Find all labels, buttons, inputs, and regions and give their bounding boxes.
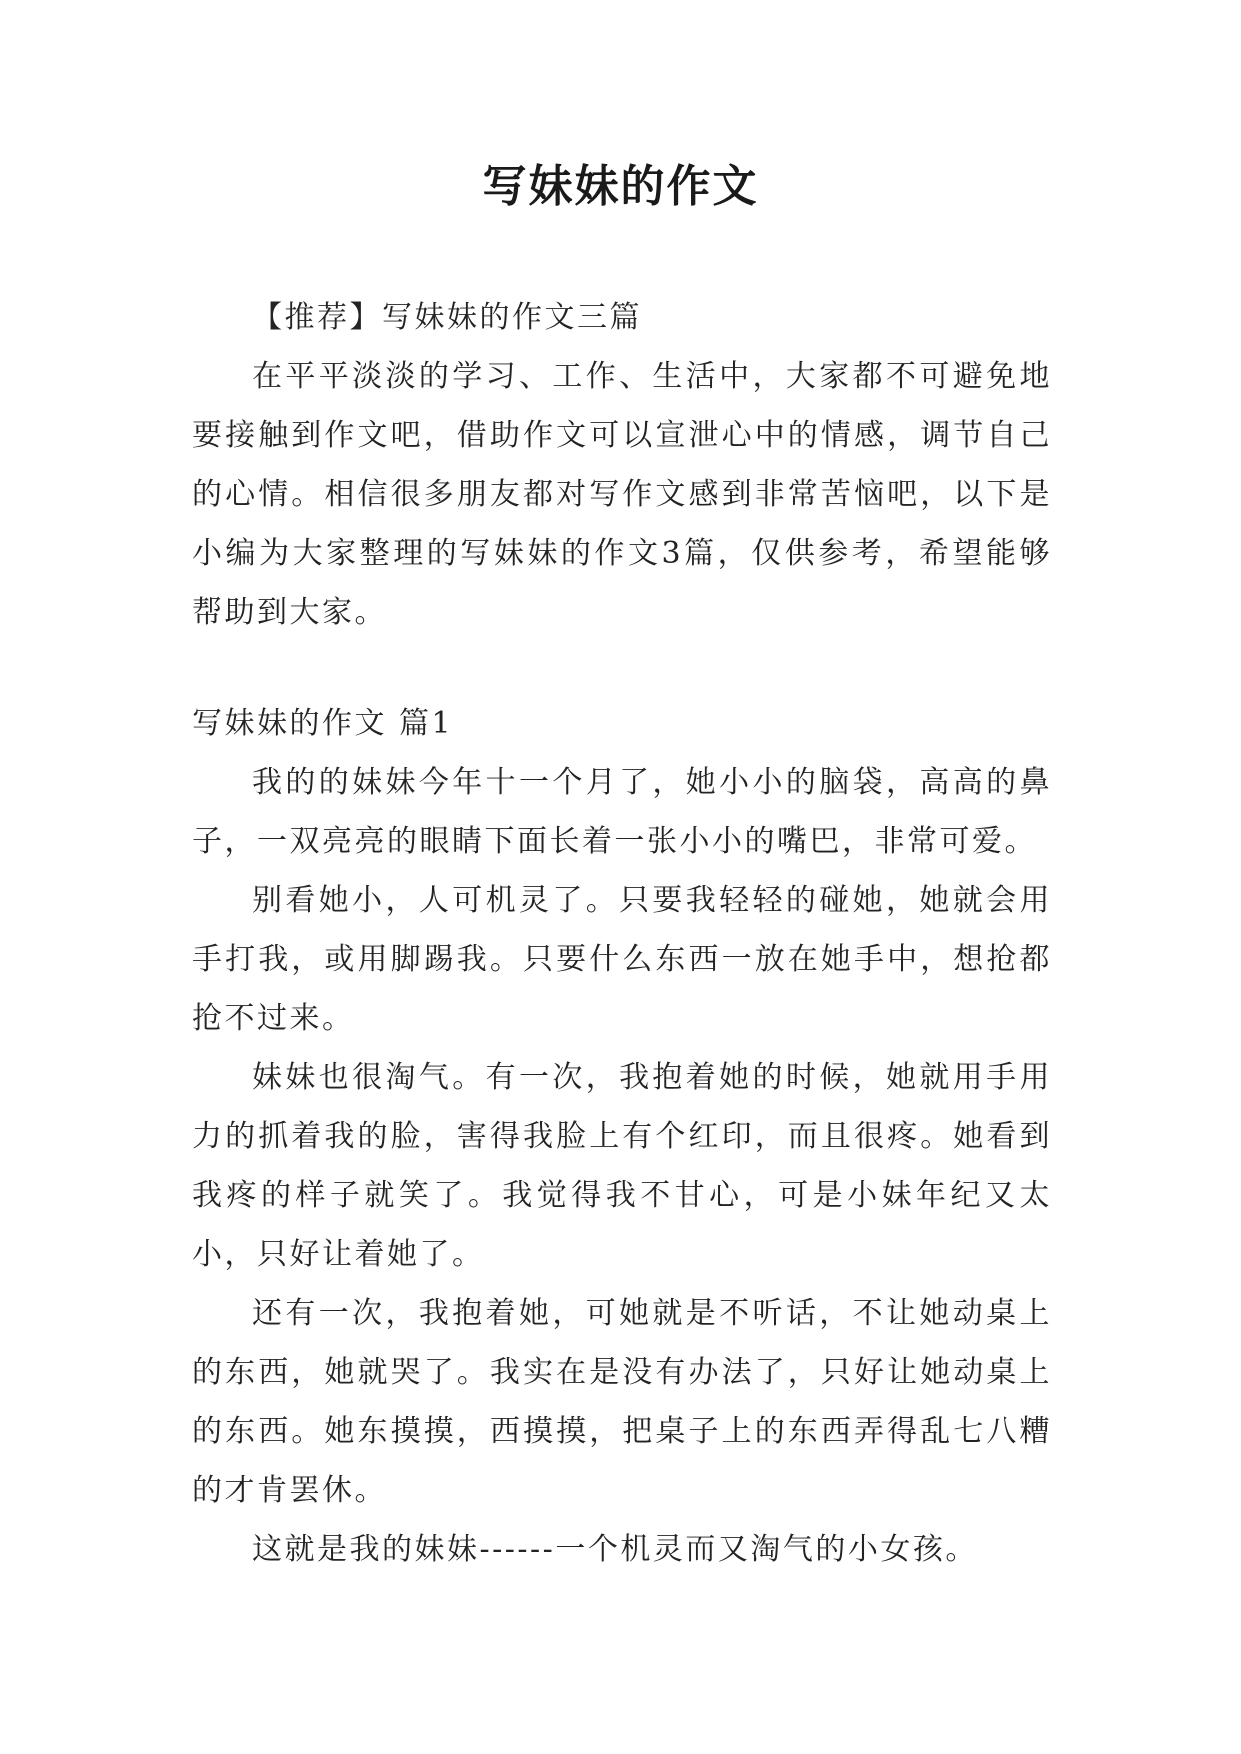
page-title: 写妹妹的作文 [482, 161, 759, 212]
recommend-line: 【推荐】写妹妹的作文三篇 [252, 300, 642, 335]
body-paragraph-4: 还有一次，我抱着她，可她就是不听话，不让她动桌上的东西，她就哭了。我实在是没有办法了，只好让她动桌上的东西。她东摸摸，西摸摸，把桌子上的东西弄得乱七八糟的才肯罢休。 [192, 1296, 1052, 1508]
body-paragraph-5: 这就是我的妹妹------一个机灵而又淘气的小女孩。 [252, 1532, 978, 1567]
body-paragraph-2: 别看她小，人可机灵了。只要我轻轻的碰她，她就会用手打我，或用脚踢我。只要什么东西一放在她手中，想抢都抢不过来。 [192, 883, 1052, 1036]
intro-paragraph: 在平平淡淡的学习、工作、生活中，大家都不可避免地要接触到作文吧，借助作文可以宣泄心中的情感，调节自己的心情。相信很多朋友都对写作文感到非常苦恼吧，以下是小编为大家整理的写妹妹的作文3篇，仅供参考，希望能够帮助到大家。 [192, 359, 1052, 630]
body-paragraph-1: 我的的妹妹今年十一个月了，她小小的脑袋，高高的鼻子，一双亮亮的眼睛下面长着一张小小的嘴巴，非常可爱。 [192, 765, 1052, 859]
body-paragraph-3: 妹妹也很淘气。有一次，我抱着她的时候，她就用手用力的抓着我的脸，害得我脸上有个红印，而且很疼。她看到我疼的样子就笑了。我觉得我不甘心，可是小妹年纪又太小，只好让着她了。 [192, 1060, 1052, 1272]
section-heading: 写妹妹的作文 篇1 [192, 706, 454, 741]
document-body [192, 288, 1052, 1579]
